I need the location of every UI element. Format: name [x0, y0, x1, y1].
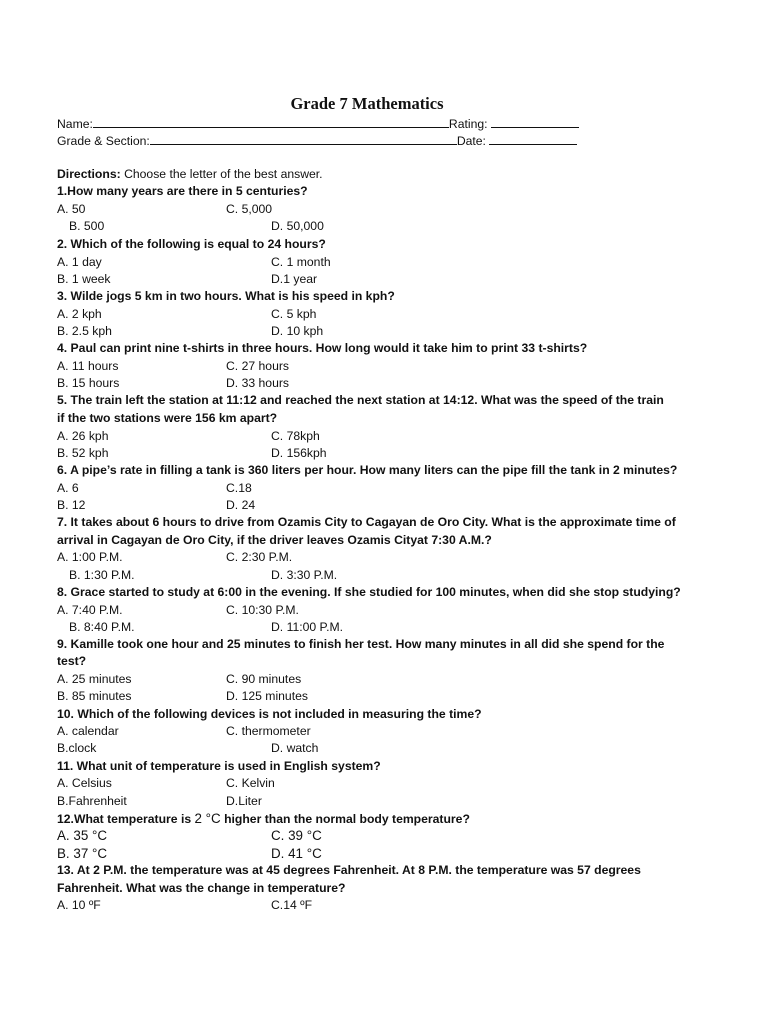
q11-option-d[interactable]: D.Liter — [226, 794, 262, 808]
q10-option-c[interactable]: C. thermometer — [226, 724, 311, 738]
question-8: 8. Grace started to study at 6:00 in the evening. If she studied for 100 minutes, when did she stop studying? — [57, 585, 681, 599]
q3-option-d[interactable]: D. 10 kph — [271, 324, 324, 338]
q7-option-c[interactable]: C. 2:30 P.M. — [226, 550, 293, 564]
q12-option-d[interactable]: D. 41 °C — [271, 846, 322, 861]
q10-option-b[interactable]: B.clock — [57, 741, 97, 755]
q5-option-c[interactable]: C. 78kph — [271, 429, 320, 443]
q3-option-a[interactable]: A. 2 kph — [57, 307, 102, 321]
question-4: 4. Paul can print nine t-shirts in three hours. How long would it take him to print 33 t-shirts? — [57, 341, 588, 355]
question-7-line-1: 7. It takes about 6 hours to drive from Ozamis City to Cagayan de Oro City. What is the approximate time of — [57, 515, 676, 529]
q13-option-a[interactable]: A. 10 ºF — [57, 898, 101, 912]
q4-option-a[interactable]: A. 11 hours — [57, 359, 119, 373]
q1-option-d[interactable]: D. 50,000 — [271, 219, 324, 233]
q9-option-c[interactable]: C. 90 minutes — [226, 672, 302, 686]
question-9-line-1: 9. Kamille took one hour and 25 minutes to finish her test. How many minutes in all did she spend for the — [57, 637, 665, 651]
q6-option-a[interactable]: A. 6 — [57, 481, 79, 495]
question-12-temp: 2 °C — [194, 811, 221, 826]
q13-option-c[interactable]: C.14 ºF — [271, 898, 313, 912]
q7-option-b[interactable]: B. 1:30 P.M. — [69, 568, 135, 582]
q4-option-c[interactable]: C. 27 hours — [226, 359, 290, 373]
q12-option-c[interactable]: C. 39 °C — [271, 828, 322, 843]
name-field[interactable] — [93, 116, 449, 128]
question-6: 6. A pipe’s rate in filling a tank is 360 liters per hour. How many liters can the pipe fill the tank in 2 minutes? — [57, 463, 678, 477]
q8-option-d[interactable]: D. 11:00 P.M. — [271, 620, 344, 634]
q2-option-b[interactable]: B. 1 week — [57, 272, 111, 286]
directions — [57, 167, 323, 181]
q3-option-b[interactable]: B. 2.5 kph — [57, 324, 112, 338]
q2-option-c[interactable]: C. 1 month — [271, 255, 331, 269]
q11-option-c[interactable]: C. Kelvin — [226, 776, 275, 790]
q10-option-d[interactable]: D. watch — [271, 741, 319, 755]
q12-option-a[interactable]: A. 35 °C — [57, 828, 108, 843]
directions-label: Directions: — [57, 167, 121, 181]
q9-option-a[interactable]: A. 25 minutes — [57, 672, 132, 686]
q5-option-a[interactable]: A. 26 kph — [57, 429, 109, 443]
q11-option-b[interactable]: B.Fahrenheit — [57, 794, 127, 808]
q6-option-b[interactable]: B. 12 — [57, 498, 86, 512]
q5-option-d[interactable]: D. 156kph — [271, 446, 327, 460]
q7-option-d[interactable]: D. 3:30 P.M. — [271, 568, 338, 582]
worksheet-title: Grade 7 Mathematics — [290, 94, 444, 113]
q2-option-d[interactable]: D.1 year — [271, 272, 318, 286]
q8-option-b[interactable]: B. 8:40 P.M. — [69, 620, 135, 634]
question-10: 10. Which of the following devices is not included in measuring the time? — [57, 707, 482, 721]
q3-option-c[interactable]: C. 5 kph — [271, 307, 317, 321]
question-9-line-2: test? — [57, 654, 87, 668]
question-12-pre: 12.What temperature is — [57, 812, 195, 826]
grade-section-row — [57, 133, 577, 148]
q4-option-d[interactable]: D. 33 hours — [226, 376, 290, 390]
q11-option-a[interactable]: A. Celsius — [57, 776, 112, 790]
q8-option-c[interactable]: C. 10:30 P.M. — [226, 603, 299, 617]
q4-option-b[interactable]: B. 15 hours — [57, 376, 120, 390]
question-3: 3. Wilde jogs 5 km in two hours. What is his speed in kph? — [57, 289, 395, 303]
question-13-line-2: Fahrenheit. What was the change in temperature? — [57, 881, 346, 895]
date-label: Date: — [456, 134, 486, 148]
question-12 — [57, 810, 470, 828]
q6-option-c[interactable]: C.18 — [226, 481, 252, 495]
name-label: Name: — [57, 117, 93, 131]
q9-option-d[interactable]: D. 125 minutes — [226, 689, 308, 703]
question-5-line-2: if the two stations were 156 km apart? — [57, 411, 278, 425]
q10-option-a[interactable]: A. calendar — [57, 724, 119, 738]
q5-option-b[interactable]: B. 52 kph — [57, 446, 109, 460]
question-12-post: higher than the normal body temperature? — [220, 812, 470, 826]
question-11: 11. What unit of temperature is used in English system? — [57, 759, 381, 773]
question-13-line-1: 13. At 2 P.M. the temperature was at 45 degrees Fahrenheit. At 8 P.M. the temperature was 57 degrees — [57, 863, 641, 877]
question-2: 2. Which of the following is equal to 24 hours? — [57, 237, 326, 251]
question-5-line-1: 5. The train left the station at 11:12 and reached the next station at 14:12. What was the speed of the train — [57, 393, 664, 407]
directions-text: Choose the letter of the best answer. — [124, 167, 323, 181]
date-field[interactable] — [489, 133, 577, 145]
q7-option-a[interactable]: A. 1:00 P.M. — [57, 550, 123, 564]
rating-field[interactable] — [491, 116, 579, 128]
question-7-line-2: arrival in Cagayan de Oro City, if the driver leaves Ozamis Cityat 7:30 A.M.? — [57, 533, 492, 547]
question-1: 1.How many years are there in 5 centuries? — [57, 184, 308, 198]
grade-section-label: Grade & Section: — [57, 134, 150, 148]
rating-label: Rating: — [448, 117, 488, 131]
q8-option-a[interactable]: A. 7:40 P.M. — [57, 603, 123, 617]
q1-option-c[interactable]: C. 5,000 — [226, 202, 273, 216]
q1-option-a[interactable]: A. 50 — [57, 202, 86, 216]
q1-option-b[interactable]: B. 500 — [69, 219, 105, 233]
name-row — [57, 116, 579, 131]
q6-option-d[interactable]: D. 24 — [226, 498, 256, 512]
grade-section-field[interactable] — [150, 133, 457, 145]
q9-option-b[interactable]: B. 85 minutes — [57, 689, 132, 703]
q2-option-a[interactable]: A. 1 day — [57, 255, 102, 269]
q12-option-b[interactable]: B. 37 °C — [57, 846, 108, 861]
